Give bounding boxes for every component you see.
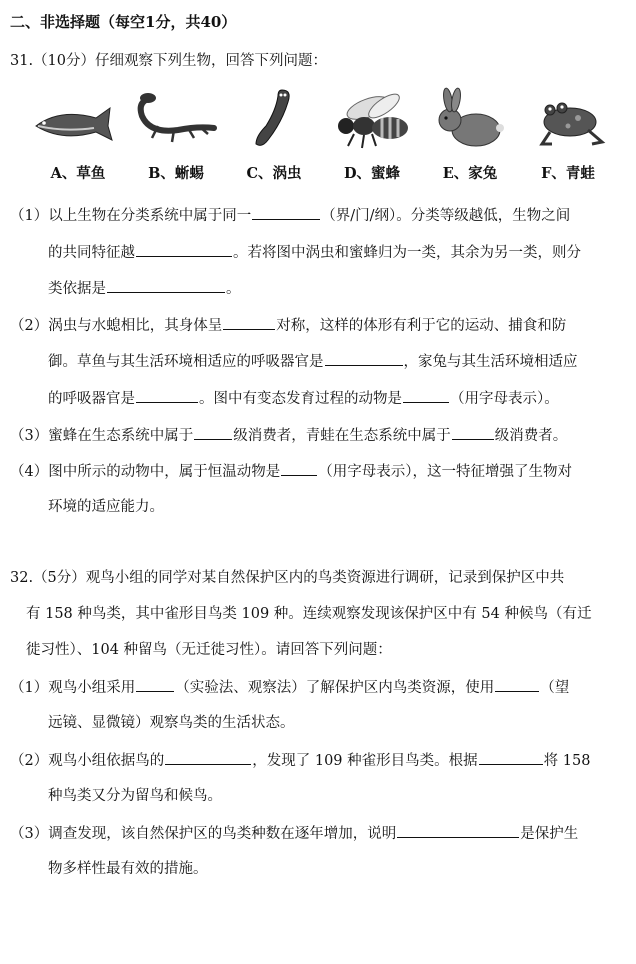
- q31-p1-blank-3[interactable]: [107, 278, 225, 293]
- q31-p2-text-c: 御。草鱼与其生活环境相适应的呼吸器官是: [48, 354, 324, 370]
- q32-p1-text-c: （望: [540, 680, 570, 696]
- frog-icon: [520, 86, 616, 156]
- q32-p1-line1: [10, 677, 569, 698]
- q32-p1-blank-1[interactable]: [136, 677, 174, 692]
- q31-p1-text-f: 。: [226, 281, 241, 297]
- animal-e-label: E、家兔: [442, 165, 498, 182]
- q32-p3-blank-1[interactable]: [397, 823, 519, 838]
- q31-p2-blank-1[interactable]: [223, 315, 275, 330]
- q31-p4-text-b: （用字母表示），这一特征增强了生物对: [318, 464, 572, 480]
- animal-e: [422, 86, 518, 182]
- q32-p1-line2: 远镜、显微镜）观察鸟类的生活状态。: [48, 715, 295, 731]
- q32-stem-line3: 徙习性）、104 种留鸟（无迁徙习性）。请回答下列问题：: [26, 642, 392, 658]
- q31-p1-text-e: 类依据是: [48, 281, 106, 297]
- q31-p1-text-b: （界/门/纲）。分类等级越低，生物之间: [321, 208, 571, 224]
- animal-b-label: B、蜥蜴: [148, 165, 204, 182]
- q32-p2-line1: [10, 750, 590, 771]
- q31-p1-line3: [48, 278, 241, 299]
- q31-p2-text-a: （2）涡虫与水螅相比，其身体呈: [10, 318, 223, 334]
- bee-icon: [324, 86, 420, 156]
- q31-p2-blank-3[interactable]: [136, 388, 198, 403]
- q31-p1-blank-1[interactable]: [252, 205, 320, 220]
- q32-p2-text-c: 将 158: [543, 753, 591, 769]
- q31-p2-text-f: 。图中有变态发育过程的动物是: [199, 391, 402, 407]
- q32-p1-text-a: （1）观鸟小组采用: [10, 680, 136, 696]
- animal-d: [324, 86, 420, 182]
- q31-p2-blank-4[interactable]: [403, 388, 449, 403]
- animal-figure: [30, 86, 610, 186]
- q32-p3-line1: [10, 823, 578, 844]
- q32-p3-line2: 物多样性最有效的措施。: [48, 861, 208, 877]
- q31-p2-text-g: （用字母表示）。: [450, 391, 559, 407]
- q31-p3-text-c: 级消费者。: [494, 428, 568, 444]
- q32-p2-blank-1[interactable]: [165, 750, 251, 765]
- q32-stem-line2: 有 158 种鸟类，其中雀形目鸟类 109 种。连续观察发现该保护区中有 54 种候鸟（有迁: [26, 606, 592, 622]
- animal-d-label: D、蜜蜂: [343, 165, 401, 182]
- q31-p2-line1: [10, 315, 566, 336]
- q32-p2-text-b: ，发现了 109 种雀形目鸟类。根据: [252, 753, 478, 769]
- animal-f: [520, 86, 616, 182]
- q31-p1-text-d: 。若将图中涡虫和蜜蜂归为一类，其余为另一类，则分: [233, 245, 581, 261]
- q31-p4-blank-1[interactable]: [281, 461, 317, 476]
- q32-stem-line1: 32.（5分）观鸟小组的同学对某自然保护区内的鸟类资源进行调研，记录到保护区中共: [10, 570, 565, 586]
- flatworm-icon: [226, 86, 322, 156]
- q31-p1-text-c: 的共同特征越: [48, 245, 135, 261]
- animal-c-label: C、涡虫: [246, 165, 302, 182]
- q31-p3-text-b: 级消费者，青蛙在生态系统中属于: [233, 428, 451, 444]
- q31-p3-line1: [10, 425, 567, 446]
- q31-p3-blank-1[interactable]: [194, 425, 232, 440]
- q31-p1-line2: [48, 242, 581, 263]
- q32-p1-text-b: （实验法、观察法）了解保护区内鸟类资源，使用: [175, 680, 495, 696]
- q32-p3-text-a: （3）调查发现，该自然保护区的鸟类种数在逐年增加，说明: [10, 826, 397, 842]
- animal-a: [30, 86, 126, 182]
- q32-p3-text-b: 是保护生: [520, 826, 579, 842]
- q32-p2-line2: 种鸟类又分为留鸟和候鸟。: [48, 788, 222, 804]
- q31-p2-line2: [48, 351, 578, 372]
- animal-a-label: A、草鱼: [50, 165, 106, 182]
- animal-b: [128, 86, 224, 182]
- rabbit-icon: [422, 86, 518, 156]
- q31-p2-text-b: 对称，这样的体形有利于它的运动、捕食和防: [276, 318, 567, 334]
- q32-p2-text-a: （2）观鸟小组依据鸟的: [10, 753, 165, 769]
- q31-stem: 31.（10分）仔细观察下列生物，回答下列问题：: [10, 53, 328, 69]
- q31-p4-line1: [10, 461, 572, 482]
- q31-p3-text-a: （3）蜜蜂在生态系统中属于: [10, 428, 194, 444]
- animal-f-label: F、青蛙: [541, 165, 595, 182]
- q31-p2-text-d: ，家兔与其生活环境相适应: [403, 354, 578, 370]
- q31-p3-blank-2[interactable]: [452, 425, 494, 440]
- lizard-icon: [128, 86, 224, 156]
- q32-p2-blank-2[interactable]: [479, 750, 543, 765]
- q31-p2-blank-2[interactable]: [325, 351, 403, 366]
- fish-icon: [30, 86, 126, 156]
- q31-p1-text-a: （1）以上生物在分类系统中属于同一: [10, 208, 252, 224]
- section-title: 二、非选择题（每空1分，共40）: [10, 13, 237, 31]
- animal-c: [226, 86, 322, 182]
- q31-p2-line3: [48, 388, 559, 409]
- q31-p1-line1: [10, 205, 570, 226]
- q31-p4-line2: 环境的适应能力。: [48, 499, 164, 515]
- q31-p2-text-e: 的呼吸器官是: [48, 391, 135, 407]
- q31-p4-text-a: （4）图中所示的动物中，属于恒温动物是: [10, 464, 281, 480]
- q32-p1-blank-2[interactable]: [495, 677, 539, 692]
- q31-p1-blank-2[interactable]: [136, 242, 232, 257]
